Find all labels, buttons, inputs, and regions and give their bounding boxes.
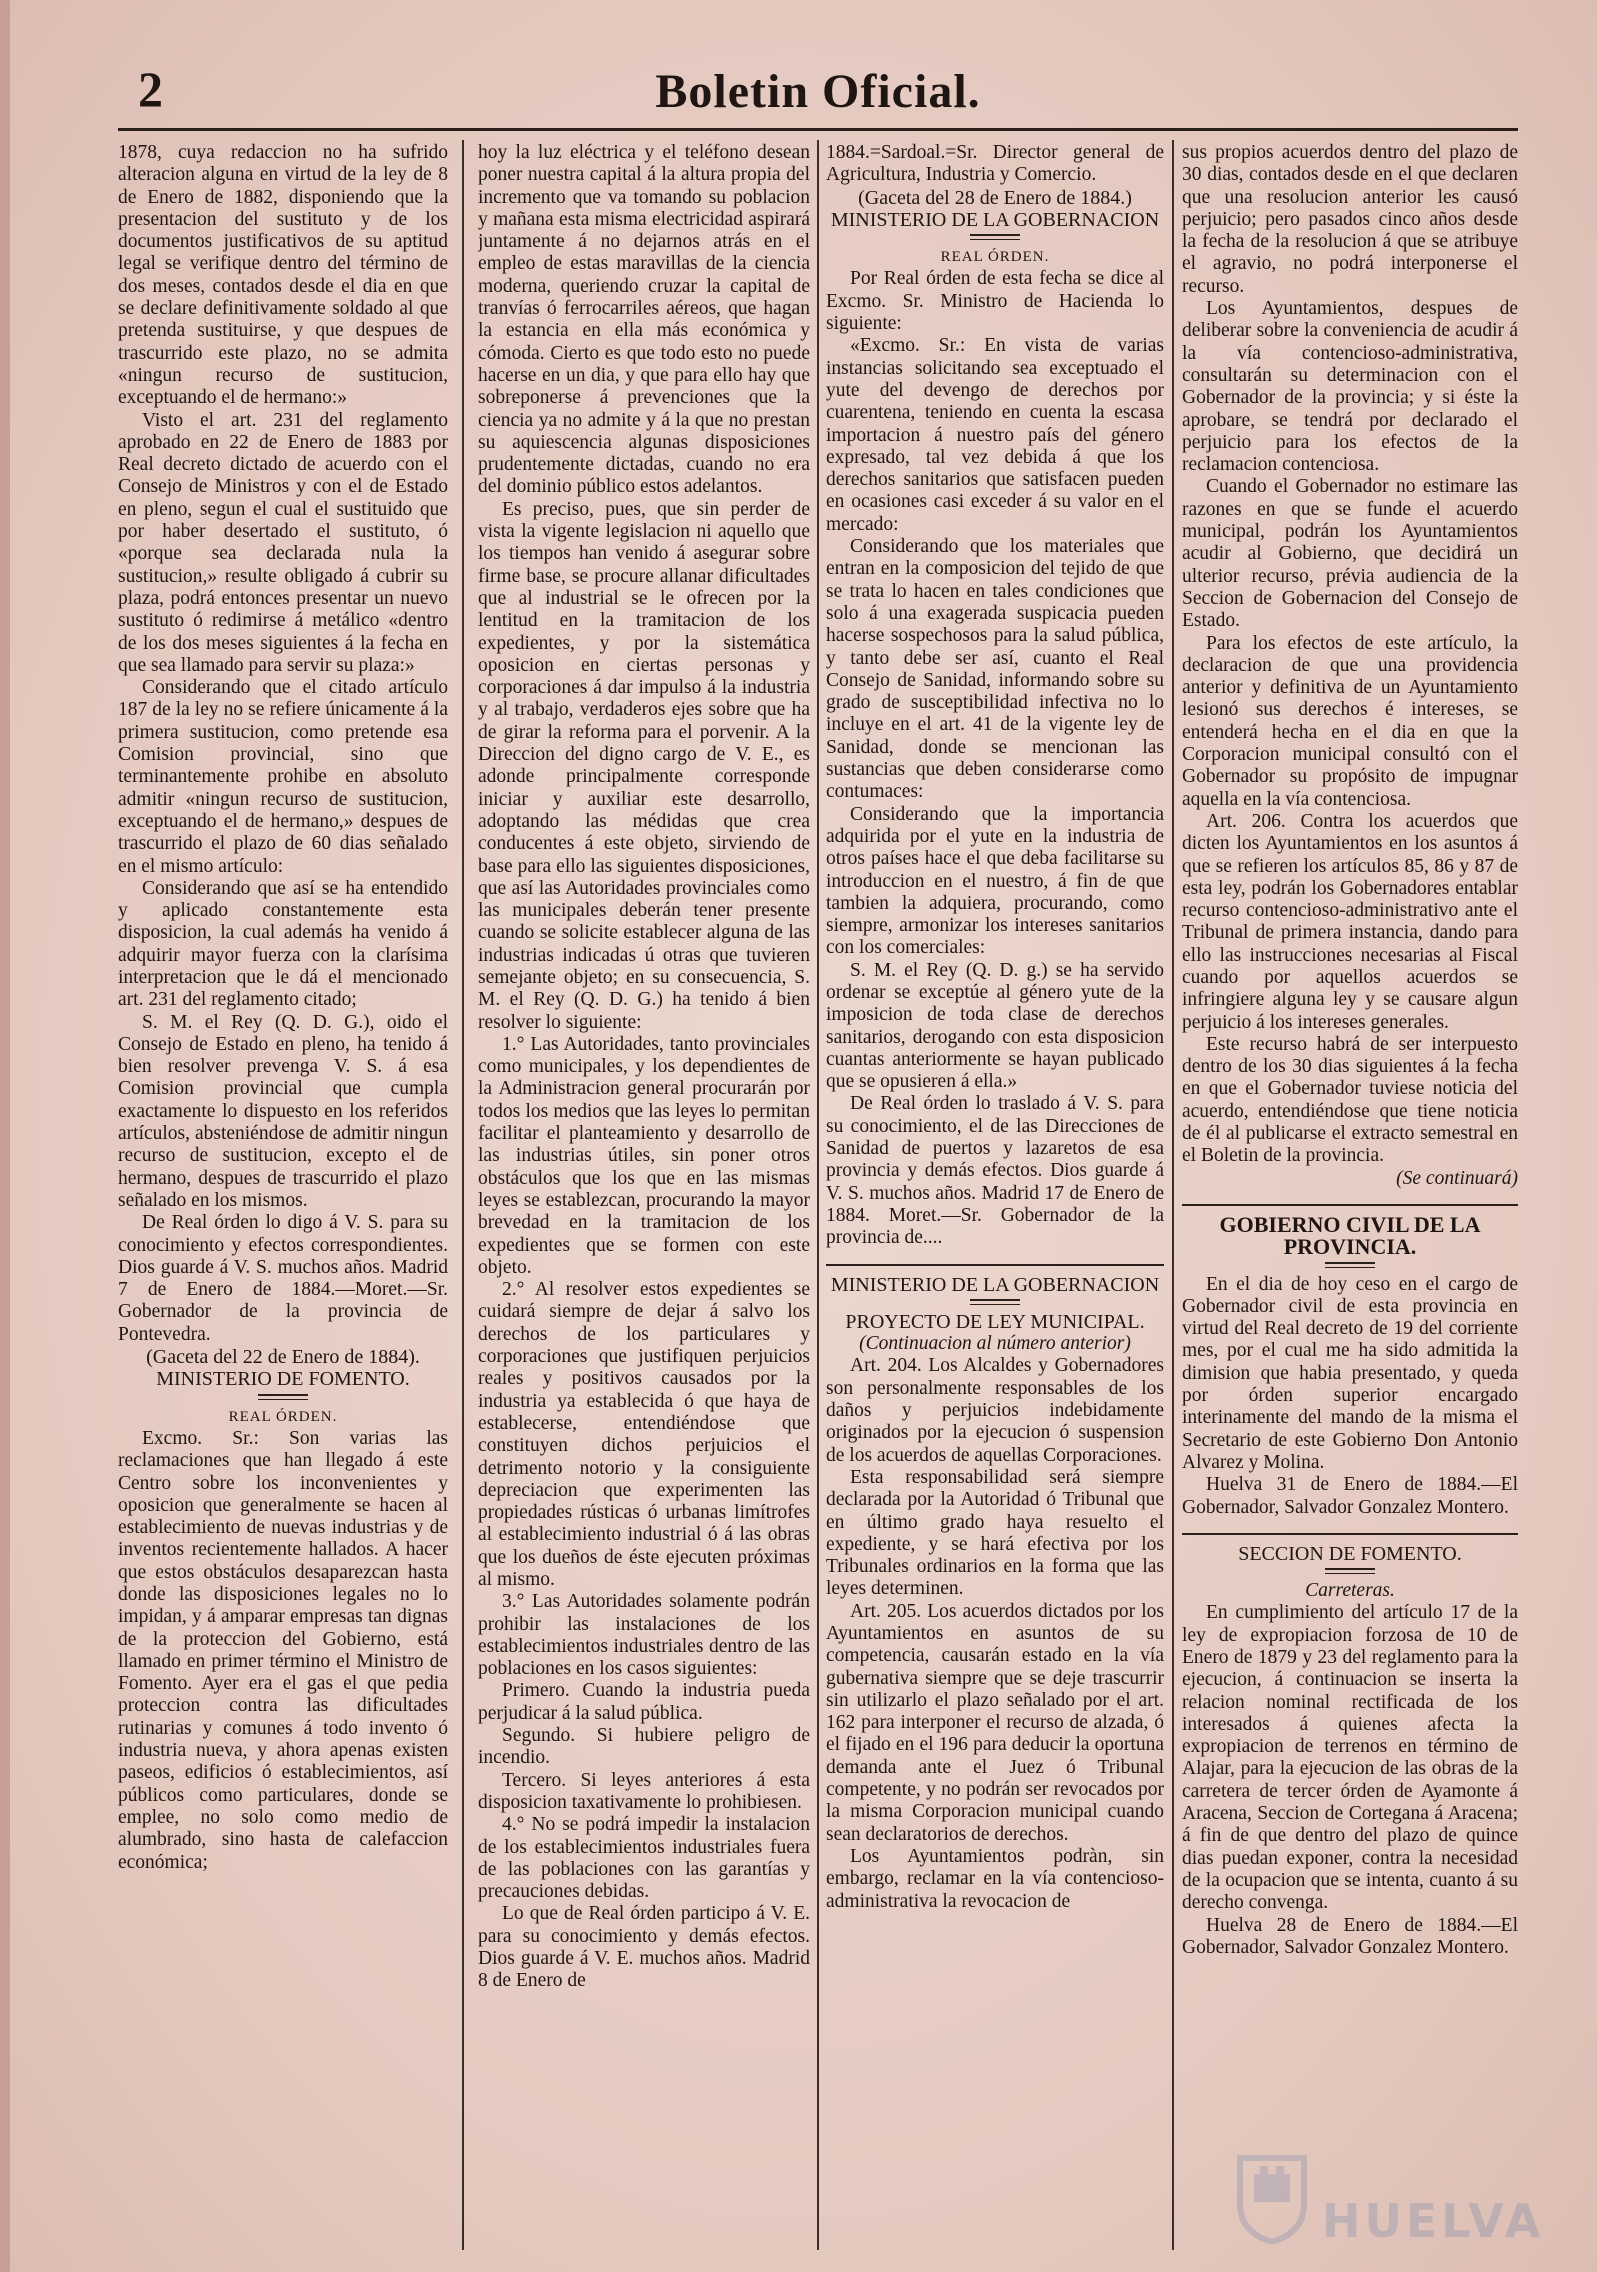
column-3 [826, 142, 1164, 2237]
paragraph: Tercero. Si leyes anteriores á esta disposicion taxativamente lo prohibiesen. [478, 1769, 810, 1813]
paragraph: Cuando el Gobernador no estimare las razones en que se funde el acuerdo municipal, podrán los Ayuntamientos acudir al Gobierno, que decidirá un ulterior recurso, prévia audiencia de la Seccion de Gobernacion del Consejo de Estado. [1182, 476, 1518, 632]
paragraph: «Excmo. Sr.: En vista de varias instancias solicitando sea exceptuado el yute del devengo de derechos por cuarentena, teniendo en cuenta la escasa importacion á nuestro país del género expresado, tal vez debida á que los derechos sanitarios que satisfacen pueden en ocasiones casi exceder á su valor en el mercado: [826, 335, 1164, 535]
section-separator [1182, 1533, 1518, 1535]
city-seal-icon [1232, 2148, 1312, 2244]
page-header [128, 60, 1508, 120]
column-rule [462, 140, 464, 2250]
ornament-rule [970, 234, 1020, 240]
paragraph: Considerando que el citado artículo 187 de la ley no se refiere únicamente á la primera sustitucion, como pretende esa Comision provincial, sino que terminantemente prohibe en absoluto admitir «ningun recurso de sustitucion, exceptuando el de hermano,» despues de trascurrido el plazo de 60 dias señalado en el mismo artículo: [118, 677, 448, 877]
paragraph: 1884.=Sardoal.=Sr. Director general de Agricultura, Industria y Comercio. [826, 142, 1164, 186]
section-heading: MINISTERIO DE LA GOBERNACION [830, 1273, 1160, 1296]
paragraph: En el dia de hoy ceso en el cargo de Gobernador civil de esta provincia en virtud del Real decreto de 19 del corriente mes, por el cual me ha sido admitida la dimision que habia presentado, y queda por órden superior encargado interinamente del mando de la misma el Secretario de este Gobierno Don Antonio Alvarez y Molina. [1182, 1273, 1518, 1473]
paragraph: 4.° No se podrá impedir la instalacion de los establecimientos industriales fuera de las poblaciones con las garantías y precauciones debidas. [478, 1814, 810, 1903]
column-rule [817, 140, 819, 2250]
italic-note: Carreteras. [1305, 1580, 1395, 1602]
paragraph: Primero. Cuando la industria pueda perjudicar á la salud pública. [478, 1680, 810, 1724]
paragraph: Considerando que así se ha entendido y aplicado constantemente esta disposicion, la cual además ha venido á adquirir mayor fuerza con la clarísima interpretacion que le dá el mencionado art. 231 del reglamento citado; [118, 877, 448, 1011]
section-separator [826, 1264, 1164, 1266]
italic-note: (Continuacion al número anterior) [859, 1333, 1131, 1355]
paragraph: Lo que de Real órden participo á V. E. para su conocimiento y demás efectos. Dios guarde á V. E. muchos años. Madrid 8 de Enero de [478, 1903, 810, 1992]
ornament-rule [1325, 1568, 1375, 1574]
paragraph: 1.° Las Autoridades, tanto provinciales como municipales, y los dependientes de la Administracion general procurarán por todos los medios que las leyes lo permitan facilitar el planteamiento y desarrollo de las industrias útiles, sin poner otros obstáculos que los que en las mismas leyes se establezcan, procurando la mayor brevedad en la tramitacion de los expedientes que se formen con este objeto. [478, 1033, 810, 1278]
column-rule [1172, 140, 1174, 2250]
paragraph: Huelva 31 de Enero de 1884.—El Gobernador, Salvador Gonzalez Montero. [1182, 1474, 1518, 1518]
paragraph: Para los efectos de este artículo, la declaracion de que una providencia anterior y definitiva de un Ayuntamiento lesionó sus derechos é intereses, se entenderá hecha en el dia en que la Corporacion municipal consultó con el Gobernador su propósito de impugnar aquella en la vía contenciosa. [1182, 632, 1518, 810]
section-subheading: REAL ÓRDEN. [940, 249, 1050, 266]
section-separator [1182, 1204, 1518, 1206]
paragraph: Por Real órden de esta fecha se dice al Excmo. Sr. Ministro de Hacienda lo siguiente: [826, 268, 1164, 335]
column-1 [118, 142, 448, 2237]
ornament-rule [970, 1299, 1020, 1305]
paragraph: De Real órden lo traslado á V. S. para su conocimiento, el de las Direcciones de Sanidad de puertos y lazaretos de esa provincia y demás efectos. Dios guarde á V. S. muchos años. Madrid 17 de Enero de 1884. Moret.—Sr. Gobernador de la provincia de.... [826, 1093, 1164, 1249]
paragraph: Excmo. Sr.: Son varias las reclamaciones que han llegado á este Centro sobre los inconvenientes y oposicion que generalmente se hacen al establecimiento de nuevas industrias y de inventos recientemente hallados. A hacer que estos obstáculos desaparezcan hasta donde las disposiciones legales no lo impidan, y á amparar empresas tan dignas de la proteccion del Gobierno, está llamado en primer término el Ministro de Fomento. Ayer era el gas el que pedia proteccion contra las dificultades rutinarias y comunes á todo invento ó industria nueva, y ahora apenas existen paseos, edificios ó establecimientos, así públicos como particulares, donde se emplee, no solo como medio de alumbrado, sino hasta de calefaccion económica; [118, 1427, 448, 1873]
paragraph: Los Ayuntamientos, despues de deliberar sobre la conveniencia de acudir á la vía contencioso-administrativa, consultarán su determinacion con el Gobernador de la provincia; y si éste la aprobare, se tendrá por declarado el perjuicio para los efectos de la reclamacion contenciosa. [1182, 298, 1518, 476]
paragraph: Huelva 28 de Enero de 1884.—El Gobernador, Salvador Gonzalez Montero. [1182, 1914, 1518, 1958]
section-heading: GOBIERNO CIVIL DE LA PROVINCIA. [1219, 1211, 1481, 1260]
page-number: 2 [138, 61, 163, 117]
section-heading: PROYECTO DE LEY MUNICIPAL. [845, 1310, 1145, 1333]
section-heading: SECCION DE FOMENTO. [1238, 1542, 1462, 1565]
paragraph: Este recurso habrá de ser interpuesto dentro de los 30 dias siguientes á la fecha en que el Gobernador tuviese noticia del acuerdo, entendiéndose que tiene noticia de él al publicarse el extracto semestral en el Boletin de la provincia. [1182, 1033, 1518, 1167]
paragraph: S. M. el Rey (Q. D. G.), oido el Consejo de Estado en pleno, ha tenido á bien resolver prevenga V. S. á esa Comision provincial que cumpla exactamente lo dispuesto en los referidos artículos, absteniéndose de admitir ningun recurso de sustitucion, excepto el de hermano, despues de trascurrido el plazo señalado en los mismos. [118, 1011, 448, 1211]
paragraph: Segundo. Si hubiere peligro de incendio. [478, 1725, 810, 1769]
paragraph: S. M. el Rey (Q. D. g.) se ha servido ordenar se exceptúe al género yute de la imposicion de toda clase de derechos sanitarios, derogando con esta disposicion cuantas anteriormente se hayan publicado que se opusieren á ella.» [826, 959, 1164, 1093]
paragraph: 1878, cuya redaccion no ha sufrido alteracion alguna en virtud de la ley de 8 de Enero de 1882, disponiendo que la presentacion del sustituto y de los documentos justificativos de su aptitud legal se verifique dentro del término de dos meses, contados desde el dia en que se declare definitivamente soldado al que pretenda sustituirse, y que despues de trascurrido este plazo, no se admita «ningun recurso de sustitucion, exceptuando el de hermano:» [118, 142, 448, 409]
section-heading: MINISTERIO DE FOMENTO. [156, 1368, 410, 1391]
paragraph: Considerando que la importancia adquirida por el yute en la industria de otros países hace el que deba facilitarse su introduccion en el nuestro, á fin de que tambien la adquiera, procurando, como siempre, armonizar los intereses sanitarios con los comerciales: [826, 803, 1164, 959]
paragraph: Los Ayuntamientos podràn, sin embargo, reclamar en la vía contencioso-administrativa la revocacion de [826, 1845, 1164, 1912]
page-edge [0, 0, 10, 2272]
paragraph: 2.° Al resolver estos expedientes se cuidará siempre de dejar á salvo los derechos de los particulares y corporaciones que justifiquen perjuicios reales y positivos causados por la industria ya establecida ó que haya de establecerse, entendiéndose que constituyen dichos perjuicios el detrimento notorio y la consiguiente depreciacion que experimenten las propiedades rústicas ó urbanas limítrofes al establecimiento industrial ó á las obras que los dueños de éste ejecuten próximas al mismo. [478, 1279, 810, 1590]
watermark-text: HUELVA [1322, 2194, 1545, 2248]
paragraph: 3.° Las Autoridades solamente podrán prohibir las instalaciones de los establecimientos industriales dentro de las poblaciones en los casos siguientes: [478, 1591, 810, 1680]
paragraph: sus propios acuerdos dentro del plazo de 30 dias, contados desde en el que declaren que una resolucion anterior les causó perjuicio; pero pasados cinco años desde la fecha de la resolucion á que se atribuye el agravio, no podrá interponerse el recurso. [1182, 142, 1518, 297]
gaceta-reference: (Gaceta del 28 de Enero de 1884.) [858, 186, 1132, 209]
paragraph: Art. 205. Los acuerdos dictados por los Ayuntamientos en asuntos de su competencia, causarán estado en la vía gubernativa siempre que se deje trascurrir sin utilizarlo el plazo señalado por el art. 162 para interponer el recurso de alzada, ó el fijado en el 196 para deducir la oportuna demanda ante el Juez ó Tribunal competente, y no podrán ser revocados por la misma Corporacion municipal cuando sean declaratorios de derechos. [826, 1600, 1164, 1845]
paragraph: hoy la luz eléctrica y el teléfono desean poner nuestra capital á la altura propia del incremento que va tomando su poblacion y mañana esta misma electricidad aspirará juntamente á no dejarnos atrás en el empleo de estas maravillas de la ciencia moderna, queriendo cruzar la capital de tranvías ó ferrocarriles aéreos, que hagan la estancia en ella más económica y cómoda. Cierto es que todo esto no puede hacerse en un dia, y que para ello hay que sobreponerse á prevenciones que la ciencia ya no admite y á la que no prestan su aquiescencia algunas disposiciones prudentemente dictadas, cuando no era del dominio público estos adelantos. [478, 142, 810, 498]
paragraph: Esta responsabilidad será siempre declarada por la Autoridad ó Tribunal que en último grado haya resuelto el expediente, y se hará efectiva por los Tribunales ordinarios en la forma que las leyes determinen. [826, 1466, 1164, 1600]
paragraph: Visto el art. 231 del reglamento aprobado en 22 de Enero de 1883 por Real decreto dictado de acuerdo con el Consejo de Ministros y con el de Estado en pleno, segun el cual el sustituido que por haber desertado el sustituto, ó «porque sea declarada nula la sustitucion,» resulte obligado á cubrir su plaza, podrá entonces presentar un nuevo sustituto ó redimirse á metálico «dentro de los dos meses siguientes á la fecha en que sea llamado para servir su plaza:» [118, 409, 448, 676]
ornament-rule [258, 1394, 308, 1400]
gaceta-reference: (Gaceta del 22 de Enero de 1884). [146, 1346, 420, 1369]
paragraph: En cumplimiento del artículo 17 de la ley de expropiacion forzosa de 10 de Enero de 1879 y 23 del reglamento para la ejecucion, á continuacion se inserta la relacion nominal rectificada de los interesados á quienes afecta la expropiacion de terrenos en término de Alajar, para la ejecucion de las obras de la carretera de tercer órden de Ayamonte á Aracena, Seccion de Cortegana á Aracena; á fin de que dentro del plazo de quince dias puedan exponer, contra la necesidad de la ocupacion que se intenta, cuanto á su derecho convenga. [1182, 1602, 1518, 1914]
header-rule [118, 128, 1518, 131]
continued-note: (Se continuará) [1396, 1167, 1518, 1189]
paragraph: Considerando que los materiales que entran en la composicion del tejido de que se trata lo hacen en tales condiciones que solo á una exagerada suspicacia pueden hacerse sospechosos para la salud pública, y tanto debe ser así, cuanto el Real Consejo de Sanidad, informando sobre su grado de susceptibilidad infectiva no lo incluye en el art. 41 de la vigente ley de Sanidad, donde se mencionan las sustancias que deben considerarse como contumaces: [826, 536, 1164, 803]
paragraph: Art. 206. Contra los acuerdos que dicten los Ayuntamientos en los asuntos á que se refieren los artículos 85, 86 y 87 de esta ley, podrán los Gobernadores entablar recurso contencioso-administrativo ante el Tribunal de primera instancia, dando para ello las instrucciones necesarias al Fiscal cuando por aquellos acuerdos se infringiere alguna ley y se causare algun perjuicio á los intereses generales. [1182, 810, 1518, 1033]
paragraph: Art. 204. Los Alcaldes y Gobernadores son personalmente responsables de los daños y perjuicios indebidamente originados por la ejecucion ó suspension de los acuerdos de aquellas Corporaciones. [826, 1355, 1164, 1466]
section-heading: MINISTERIO DE LA GOBERNACION [830, 208, 1160, 231]
ornament-rule [1325, 1262, 1375, 1268]
paragraph: De Real órden lo digo á V. S. para su conocimiento y efectos correspondientes. Dios guarde á V. S. muchos años. Madrid 7 de Enero de 1884.—Moret.—Sr. Gobernador de la provincia de Pontevedra. [118, 1212, 448, 1345]
paragraph: Es preciso, pues, que sin perder de vista la vigente legislacion ni aquello que los tiempos han venido á asegurar sobre firme base, se procure allanar dificultades que al industrial se le ofrecen por la lentitud en la tramitacion de los expedientes, y por la sistemática oposicion en ciertas personas y corporaciones á dar impulso á la industria y al trabajo, verdaderos ejes sobre que ha de girar la reforma para el porvenir. A la Direccion del digno cargo de V. E., es adonde principalmente corresponde iniciar y auxiliar este desarrollo, adoptando las médidas que crea conducentes á este objeto, sirviendo de base para ello las siguientes disposiciones, que así las Autoridades provinciales como las municipales deberán tener presente cuando se solicite establecer alguna de las industrias indicadas ú otras que tuvieren semejante objeto; en su consecuencia, S. M. el Rey (Q. D. G.) ha tenido á bien resolver lo siguiente: [478, 498, 810, 1033]
masthead-title: Boletin Oficial. [655, 65, 981, 118]
column-2 [478, 142, 810, 2237]
column-4 [1182, 142, 1518, 2237]
archive-watermark [1232, 2148, 1545, 2248]
section-subheading: REAL ÓRDEN. [228, 1408, 338, 1425]
